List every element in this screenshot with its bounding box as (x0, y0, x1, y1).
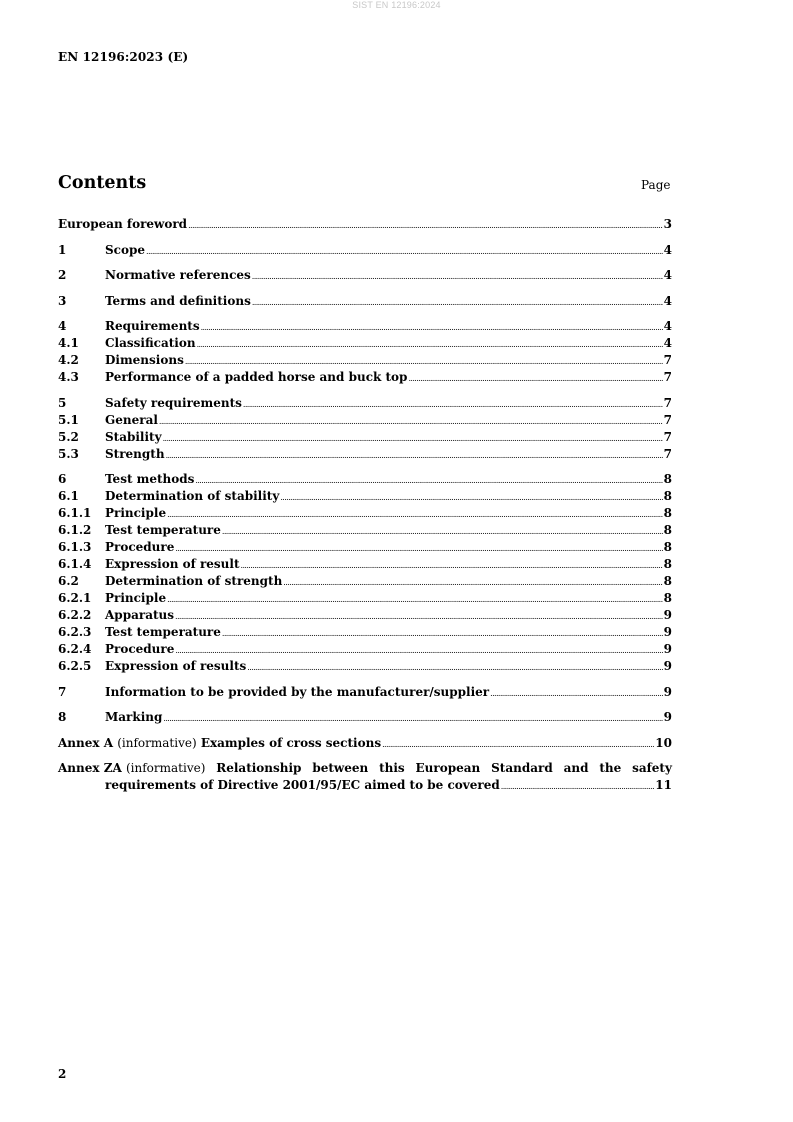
dot-leader (163, 430, 663, 447)
toc-entry-number: 6.2.4 (58, 642, 92, 656)
toc-entry-page: 9 (663, 625, 672, 639)
toc-entry-page: 8 (663, 523, 672, 537)
annex-title-word: Standard (491, 761, 553, 775)
annex-type: (informative) (117, 735, 197, 750)
toc-entry-number: 4.2 (58, 353, 79, 367)
toc-entry-number: 6 (58, 472, 67, 486)
dot-leader (197, 336, 663, 353)
toc-entry-title: Dimensions (105, 353, 184, 367)
toc-entry-page: 3 (663, 217, 672, 231)
toc-entry-title: Classification (105, 336, 196, 350)
toc-entries (58, 242, 672, 727)
toc-entry-number: 6.2.1 (58, 591, 92, 605)
toc-entry-title: Determination of stability (105, 489, 280, 503)
toc-entry[interactable] (58, 352, 672, 369)
dot-leader (146, 243, 663, 260)
toc-entry-title (58, 735, 381, 752)
toc-entry-number: 6.2.2 (58, 608, 92, 622)
toc-entry[interactable] (58, 505, 672, 522)
toc-entry[interactable] (58, 539, 672, 556)
toc-entry-title: Stability (105, 429, 162, 444)
contents-title: Contents (58, 173, 147, 193)
dot-leader (185, 353, 663, 370)
toc-entry[interactable] (58, 395, 672, 412)
toc-entry-number: 6.1.2 (58, 523, 92, 537)
toc-entry-title: Expression of results (105, 659, 247, 673)
dot-leader (163, 710, 662, 727)
toc-entry-title: European foreword (58, 217, 188, 231)
toc-entry-number: 6.2.3 (58, 625, 92, 639)
toc-entry-page: 7 (663, 395, 672, 410)
annex-prefix (58, 760, 205, 777)
annex-prefix: Annex A (58, 735, 114, 750)
annex-title-word: safety (632, 761, 672, 775)
annex-title: Examples of cross sections (200, 735, 382, 750)
toc-entry-annex-a[interactable] (58, 735, 672, 752)
annex-za-second-line (58, 777, 672, 794)
toc-entry-title: Performance of a padded horse and buck top (105, 370, 408, 384)
toc-entry[interactable] (58, 658, 672, 675)
toc-entry[interactable] (58, 709, 672, 726)
dot-leader (241, 557, 663, 574)
toc-entry-title: General (105, 412, 158, 427)
toc-entry[interactable] (58, 369, 672, 386)
toc-entry-page: 7 (663, 429, 672, 444)
toc-entry-title: Test methods (105, 472, 195, 486)
dot-leader (175, 608, 663, 625)
toc-entry-number: 4.3 (58, 370, 79, 384)
toc-entry-title: Determination of strength (105, 574, 283, 588)
dot-leader (167, 591, 663, 608)
toc-entry-page: 11 (655, 778, 672, 792)
toc-entry-foreword[interactable] (58, 216, 672, 233)
toc-entry[interactable] (58, 412, 672, 429)
dot-leader (490, 685, 663, 702)
dot-leader (252, 294, 663, 311)
toc-entry[interactable] (58, 318, 672, 335)
toc-entry-page: 4 (663, 336, 672, 350)
toc-entry-page: 7 (663, 353, 672, 367)
toc-entry-number: 7 (58, 684, 67, 699)
annex-za-first-line (58, 760, 672, 777)
toc-entry-page: 7 (663, 412, 672, 427)
toc-entry[interactable] (58, 242, 672, 259)
toc-entry[interactable] (58, 267, 672, 284)
toc-entry[interactable] (58, 522, 672, 539)
annex-title-word: between (312, 761, 369, 775)
toc-entry-page: 8 (663, 506, 672, 520)
annex-title-word: this (379, 761, 405, 775)
toc-entry-title: Principle (105, 506, 167, 520)
toc-entry-page: 4 (663, 242, 672, 257)
toc-entry-title: Scope (105, 242, 146, 257)
toc-entry-page: 8 (663, 557, 672, 571)
dot-leader (222, 625, 663, 642)
toc-entry-page: 8 (663, 591, 672, 605)
toc-entry-title: Marking (105, 710, 163, 724)
toc-entry-page: 9 (663, 684, 672, 699)
annex-title-word: the (599, 761, 622, 775)
toc-entry-page: 7 (663, 370, 672, 384)
toc-entry-title: Expression of result (105, 557, 240, 571)
dot-leader (195, 472, 662, 489)
dot-leader (408, 370, 662, 387)
dot-leader (167, 506, 663, 523)
watermark: SIST EN 12196:2024 (352, 0, 441, 10)
toc-entry-annex-za[interactable] (58, 760, 672, 794)
toc-entry-title: Safety requirements (105, 395, 242, 410)
toc-entry-title: Apparatus (105, 608, 174, 622)
toc-entry-page: 8 (663, 574, 672, 588)
toc-entry-number: 2 (58, 268, 67, 282)
dot-leader (247, 659, 662, 676)
toc-entry-title: Test temperature (105, 625, 221, 639)
toc-entry-number: 6.1.1 (58, 506, 92, 520)
dot-leader (243, 396, 663, 413)
toc-entry-number: 8 (58, 710, 67, 724)
toc-entry-page: 10 (655, 735, 672, 750)
annex-title-word: European (415, 761, 481, 775)
toc-entry-title: Normative references (105, 268, 251, 282)
annex-title-continued: requirements of Directive 2001/95/EC aimed to be covered (105, 778, 500, 792)
toc-entry-number: 5.1 (58, 412, 79, 427)
toc-entry-page: 4 (663, 293, 672, 308)
toc-entry-title: Procedure (105, 642, 175, 656)
toc-entry[interactable] (58, 573, 672, 590)
dot-leader (175, 642, 662, 659)
toc-entry-page: 9 (663, 710, 672, 724)
toc-entry[interactable] (58, 471, 672, 488)
dot-leader (280, 489, 662, 506)
dot-leader (222, 523, 663, 540)
page-column-label: Page (641, 178, 671, 192)
toc-entry-number: 5.3 (58, 446, 79, 461)
toc-entry-number: 6.1.3 (58, 540, 92, 554)
toc-entry-title: Information to be provided by the manufacturer/supplier (105, 684, 490, 699)
toc-entry[interactable] (58, 607, 672, 624)
toc-entry[interactable] (58, 590, 672, 607)
toc-entry-number: 4 (58, 319, 67, 333)
toc-entry-page: 8 (663, 540, 672, 554)
dot-leader (175, 540, 662, 557)
toc-entry-page: 9 (663, 642, 672, 656)
toc-entry[interactable] (58, 293, 672, 310)
annex-type: (informative) (125, 761, 206, 775)
toc-entry-title: Test temperature (105, 523, 221, 537)
toc-entry-title: Terms and definitions (105, 293, 251, 308)
toc-entry-number: 6.1 (58, 489, 79, 503)
toc-entry-number: 1 (58, 242, 67, 257)
toc-entry-number: 6.2.5 (58, 659, 92, 673)
toc-entry[interactable] (58, 488, 672, 505)
toc-entry-page: 9 (663, 608, 672, 622)
dot-leader (188, 217, 663, 234)
toc-entry-number: 4.1 (58, 336, 79, 350)
toc-entry-title: Strength (105, 446, 165, 461)
annex-title-word: Relationship (216, 761, 302, 775)
dot-leader (501, 778, 655, 795)
toc-entry-page: 9 (663, 659, 672, 673)
annex-title-word: and (563, 761, 589, 775)
toc-entry[interactable] (58, 556, 672, 573)
toc-entry-title: Requirements (105, 319, 200, 333)
toc-entry-title: Principle (105, 591, 167, 605)
toc-entry-number: 3 (58, 293, 67, 308)
toc-entry-number: 6.1.4 (58, 557, 92, 571)
dot-leader (252, 268, 663, 285)
dot-leader (201, 319, 663, 336)
toc-entry-number: 5 (58, 395, 67, 410)
dot-leader (283, 574, 662, 591)
toc-entry-number: 6.2 (58, 574, 79, 588)
dot-leader (159, 413, 663, 430)
table-of-contents (58, 216, 672, 794)
toc-entry-page: 4 (663, 268, 672, 282)
dot-leader (166, 447, 663, 464)
dot-leader (382, 736, 654, 753)
page-number: 2 (58, 1067, 67, 1081)
toc-entry-page: 8 (663, 472, 672, 486)
toc-entry[interactable] (58, 684, 672, 701)
toc-entry-number: 5.2 (58, 429, 79, 444)
toc-entry[interactable] (58, 335, 672, 352)
document-id: EN 12196:2023 (E) (58, 50, 189, 64)
toc-entry-page: 7 (663, 446, 672, 461)
toc-entry[interactable] (58, 446, 672, 463)
toc-entry[interactable] (58, 624, 672, 641)
toc-entry[interactable] (58, 429, 672, 446)
toc-entry-title: Procedure (105, 540, 175, 554)
toc-entry[interactable] (58, 641, 672, 658)
toc-entry-page: 4 (663, 319, 672, 333)
annex-prefix-label: Annex ZA (58, 761, 122, 775)
toc-entry-page: 8 (663, 489, 672, 503)
